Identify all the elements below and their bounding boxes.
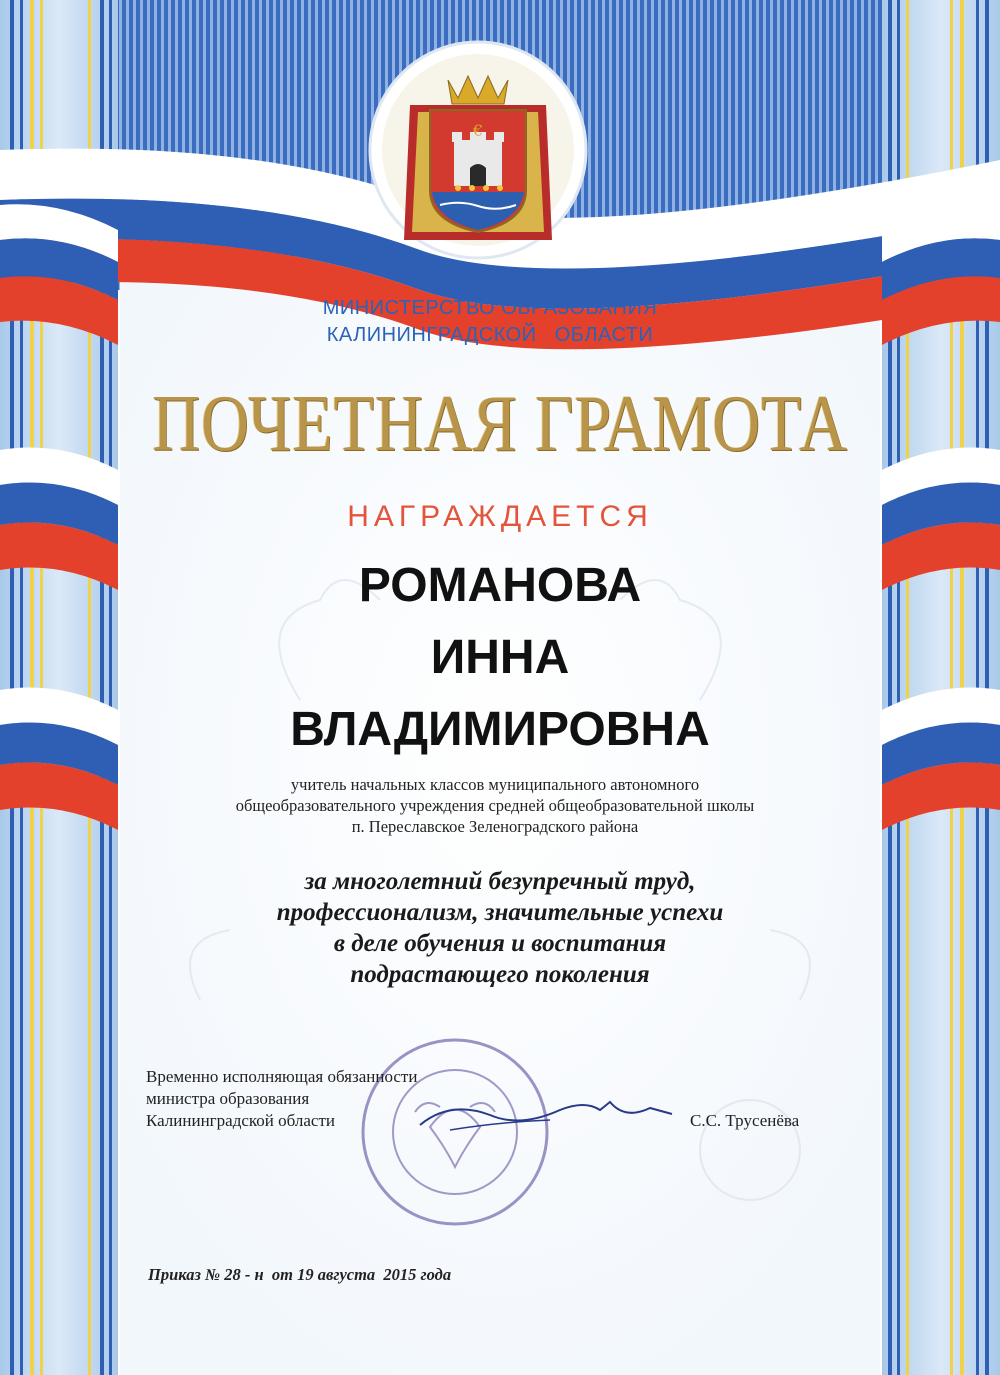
coat-of-arms-emblem <box>370 42 586 258</box>
awarded-label: НАГРАЖДАЕТСЯ <box>347 500 653 533</box>
order-reference: Приказ № 28 - н от 19 августа 2015 года <box>148 1265 452 1284</box>
signer-line-3: Калининградской области <box>146 1111 335 1130</box>
signer-line-1: Временно исполняющая обязанности <box>146 1067 418 1086</box>
reason-line-1: за многолетний безупречный труд, <box>304 868 696 895</box>
signer-name: С.С. Трусенёва <box>690 1111 800 1130</box>
reason-line-2: профессионализм, значительные успехи <box>276 899 724 926</box>
recipient-first-name: ИННА <box>430 631 570 684</box>
signer-line-2: министра образования <box>146 1089 310 1108</box>
position-line-2: общеобразовательного учреждения средней общеобразовательной школы <box>235 796 755 815</box>
reason-line-3: в деле обучения и воспитания <box>333 930 667 957</box>
certificate-title: ПОЧЕТНАЯ ГРАМОТА <box>152 378 848 468</box>
position-line-1: учитель начальных классов муниципального автономного <box>290 775 700 794</box>
recipient-patronymic: ВЛАДИМИРОВНА <box>290 703 710 756</box>
signer-title <box>146 1066 566 1132</box>
award-reason <box>170 866 830 990</box>
svg-text:€: € <box>472 121 484 140</box>
ministry-line-1: МИНИСТЕРСТВО ОБРАЗОВАНИЯ <box>322 297 658 319</box>
ministry-line-2: КАЛИНИНГРАДСКОЙ ОБЛАСТИ <box>326 324 654 346</box>
position-line-3: п. Переславское Зеленоградского района <box>351 817 639 836</box>
recipient-position <box>145 774 845 837</box>
ministry-heading <box>290 295 690 349</box>
recipient-surname: РОМАНОВА <box>358 559 642 612</box>
reason-line-4: подрастающего поколения <box>350 961 650 988</box>
